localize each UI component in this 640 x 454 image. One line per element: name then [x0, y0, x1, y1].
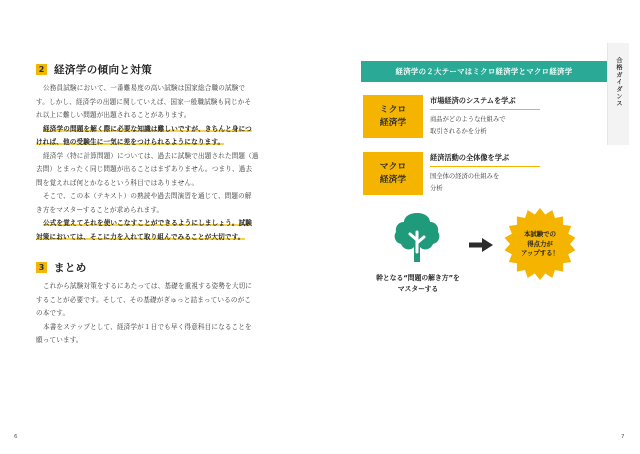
tree-caption [360, 273, 476, 295]
description-line: 国全体の経済の仕組みを [430, 173, 500, 180]
caption-line: マスターする [397, 285, 439, 293]
description-line: 商品がどのような仕組みで [430, 116, 506, 123]
macro-economics-detail [430, 153, 540, 194]
body-line: 本書をステップとして、経済学が１日でも早く得意科目になることを [43, 322, 252, 331]
result-starburst-text [503, 230, 577, 259]
theme-description [430, 171, 540, 194]
section-title: まとめ [54, 261, 87, 274]
theme-heading: 市場経済のシステムを学ぶ [430, 96, 540, 110]
micro-economics-detail [430, 96, 540, 137]
page-number-right: 7 [621, 434, 625, 440]
starburst-line: アップする！ [521, 249, 559, 257]
body-line: 問を覚えれば何とかなるという科目ではありません。 [36, 178, 199, 187]
body-line: これから試験対策をするにあたっては、基礎を重視する姿勢を大切に [43, 282, 253, 290]
body-line: 願っています。 [36, 336, 83, 344]
body-line: 公務員試験において、一番難易度の高い試験は国家総合職の試験で [43, 84, 246, 92]
arrow-right-icon [469, 237, 493, 253]
page-number-left: 6 [14, 434, 18, 440]
section-3-body [36, 280, 282, 348]
body-line: 去問）とまったく同じ問題が出ることはまずありません。つまり、過去 [36, 165, 253, 173]
section-title: 経済学の傾向と対策 [54, 63, 153, 76]
section-number-badge: 3 [36, 262, 47, 273]
body-line: す。しかし、経済学の出題に関していえば、国家一般職試験も同じかそ [36, 97, 252, 106]
theme-name-line: 経済学 [379, 117, 407, 128]
body-line: することが必要です。そして、その基礎がぎゅっと詰まっているのがこ [36, 295, 252, 304]
description-line: 取引されるかを分析 [430, 127, 487, 135]
body-line: そこで、この本（テキスト）の熟読や過去問演習を通じて、問題の解 [43, 192, 252, 200]
caption-line: 幹となる“問題の解き方”を [376, 274, 460, 282]
theme-heading: 経済活動の全体像を学ぶ [430, 153, 540, 167]
section-2-body [36, 82, 282, 244]
body-line: き方をマスターすることが求められます。 [36, 205, 164, 214]
starburst-line: 本試験での [524, 230, 556, 238]
body-line: 経済学（特に計算問題）については、過去に試験で出題された問題（過 [43, 151, 259, 160]
starburst-line: 得点力が [527, 239, 553, 248]
micro-economics-box [363, 95, 423, 138]
theme-description [430, 114, 540, 137]
section-2-heading [36, 62, 282, 76]
theme-banner: 経済学の２大テーマはミクロ経済学とマクロ経済学 [361, 61, 607, 82]
body-line: の本です。 [36, 309, 70, 317]
description-line: 分析 [430, 184, 443, 192]
theme-name-line: マクロ [379, 161, 407, 172]
highlighted-line: ければ、他の受験生に一気に差をつけられるようになります。 [36, 138, 225, 146]
section-3-heading [36, 260, 282, 274]
macro-economics-box [363, 152, 423, 195]
body-line: れ以上に難しい問題が出題されることがあります。 [36, 111, 191, 119]
theme-name-line: 経済学 [379, 174, 407, 185]
left-page [36, 62, 282, 348]
highlighted-line: 経済学の問題を解く際に必要な知識は難しいですが、きちんと身につ [43, 124, 252, 133]
side-tab [607, 43, 629, 145]
side-tab-label: 合格ガイダンス [615, 57, 622, 108]
highlighted-line: 公式を覚えてそれを使いこなすことができるようにしましょう。試験 [43, 219, 253, 227]
highlighted-line: 対策においては、そこに力を入れて取り組んでみることが大切です。 [36, 232, 245, 241]
theme-name-line: ミクロ [379, 104, 407, 115]
tree-icon [392, 210, 442, 265]
section-number-badge: 2 [36, 64, 47, 75]
